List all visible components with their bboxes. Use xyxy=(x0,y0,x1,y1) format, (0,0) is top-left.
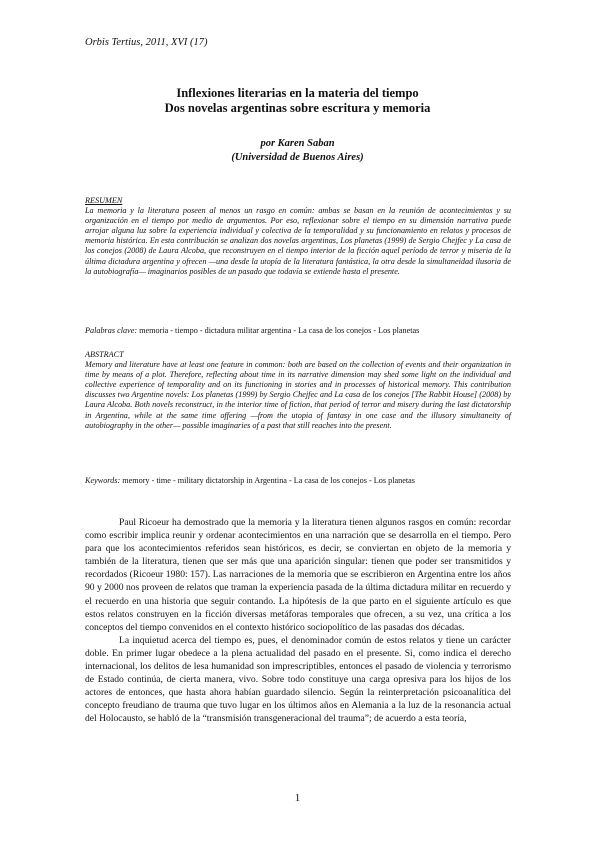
keywords-es xyxy=(85,326,511,336)
keywords-en-text: memory - time - military dictatorship in Argentina - La casa de los conejos - Los planetas xyxy=(122,476,415,485)
resumen-section xyxy=(85,196,511,277)
body-paragraph-2: La inquietud acerca del tiempo es, pues, el denominador común de estos relatos y tiene un carácter doble. En primer lugar obedece a la plena actualidad del pasado en el presente. Si, como indica el derecho internacional, los delitos de lesa humanidad son imprescriptibles, entonces el pasado de violencia y terrorismo de Estado continúa, de cierta manera, vivo. Sobre todo constituye una carga opresiva para los hijos de los actores de entonces, que hasta ahora habían guardado silencio. Según la reinterpretación psicoanalítica del concepto freudiano de trauma que tuvo lugar en los últimos años en Alemania a la luz de la resonancia actual del Holocausto, se habló de la “transmisión transgeneracional del trauma”; de acuerdo a esta teoría, xyxy=(85,634,511,725)
abstract-text: Memory and literature have at least one feature in common: both are based on the collection of events and their organization in time by means of a plot. Therefore, reflecting about time in its narrative dimension may shed some light on the individual and collective experience of temporality and on its functioning in stories and in processes of historical memory. This contribution discusses two Argentine novels: Los planetas (1999) by Sergio Chejfec and La casa de los conejos [The Rabbit House] (2008) by Laura Alcoba. Both novels reconstruct, in the interior time of fiction, that period of terror and misery during the last dictatorship in Argentina, while at the same time offering —from the utopia of fantasy in one case and the illusory simultaneity of autobiography in the other— possible imaginaries of a past that still reaches into the present. xyxy=(85,360,511,430)
keywords-es-text: memoria - tiempo - dictadura militar argentina - La casa de los conejos - Los planetas xyxy=(139,326,420,335)
page-number: 1 xyxy=(294,792,301,804)
body-text xyxy=(85,516,511,726)
keywords-es-label: Palabras clave: xyxy=(85,326,138,335)
abstract-heading: ABSTRACT xyxy=(85,350,124,359)
resumen-heading: RESUMEN xyxy=(85,196,123,205)
title-line-1: Inflexiones literarias en la materia del tiempo xyxy=(176,86,419,100)
resumen-text: La memoria y la literatura poseen al menos un rasgo en común: ambas se basan en la reunión de acontecimientos y su organización en el tiempo por medio de argumentos. Por eso, reflexionar sobre el tiempo en su dimensión narrativa puede arrojar alguna luz sobre la experiencia individual y colectiva de la temporalidad y su funcionamiento en relatos y procesos de memoria histórica. En esta contribución se analizan dos novelas argentinas, Los planetas (1999) de Sergio Chejfec y La casa de los conejos (2008) de Laura Alcoba, que reconstruyen en el tiempo interior de la ficción aquel período de terror y miseria de la última dictadura argentina y ofrecen —una desde la utopía de la literatura fantástica, la otra desde la simultaneidad ilusoria de la autobiografía— imaginarios posibles de un pasado que todavía se extiende hasta el presente. xyxy=(85,206,511,276)
keywords-en-label: Keywords: xyxy=(85,476,121,485)
author-block xyxy=(85,137,510,165)
abstract-section xyxy=(85,350,511,431)
keywords-en xyxy=(85,476,511,486)
journal-header: Orbis Tertius, 2011, XVI (17) xyxy=(85,37,208,48)
author-name: por Karen Saban xyxy=(260,138,335,149)
body-paragraph-1: Paul Ricoeur ha demostrado que la memoria y la literatura tienen algunos rasgos en común: recordar como escribir implica reunir y ordenar acontecimientos en una narración que se desarrolla en el tiempo. Pero para que los acontecimientos referidos sean históricos, es decir, se conviertan en objeto de la memoria y también de la literatura, tienen que ser más que una aparición singular: tienen que poder ser transmitidos y recordados (Ricoeur 1980: 157). Las narraciones de la memoria que se escribieron en Argentina entre los años 90 y 2000 nos proveen de relatos que traman la experiencia pasada de la última dictadura militar en recuerdo y el recuerdo en una historia que seguir contando. La hipótesis de la que parto en el siguiente artículo es que estos relatos construyen en la ficción diversas metáforas temporales que ofrecen, a su vez, una crítica a los conceptos del tiempo convenidos en el contexto histórico sociopolítico de las pasadas dos décadas. xyxy=(85,517,511,633)
author-affiliation: (Universidad de Buenos Aires) xyxy=(231,152,364,163)
title-line-2: Dos novelas argentinas sobre escritura y memoria xyxy=(164,101,431,115)
article-title xyxy=(85,86,510,116)
